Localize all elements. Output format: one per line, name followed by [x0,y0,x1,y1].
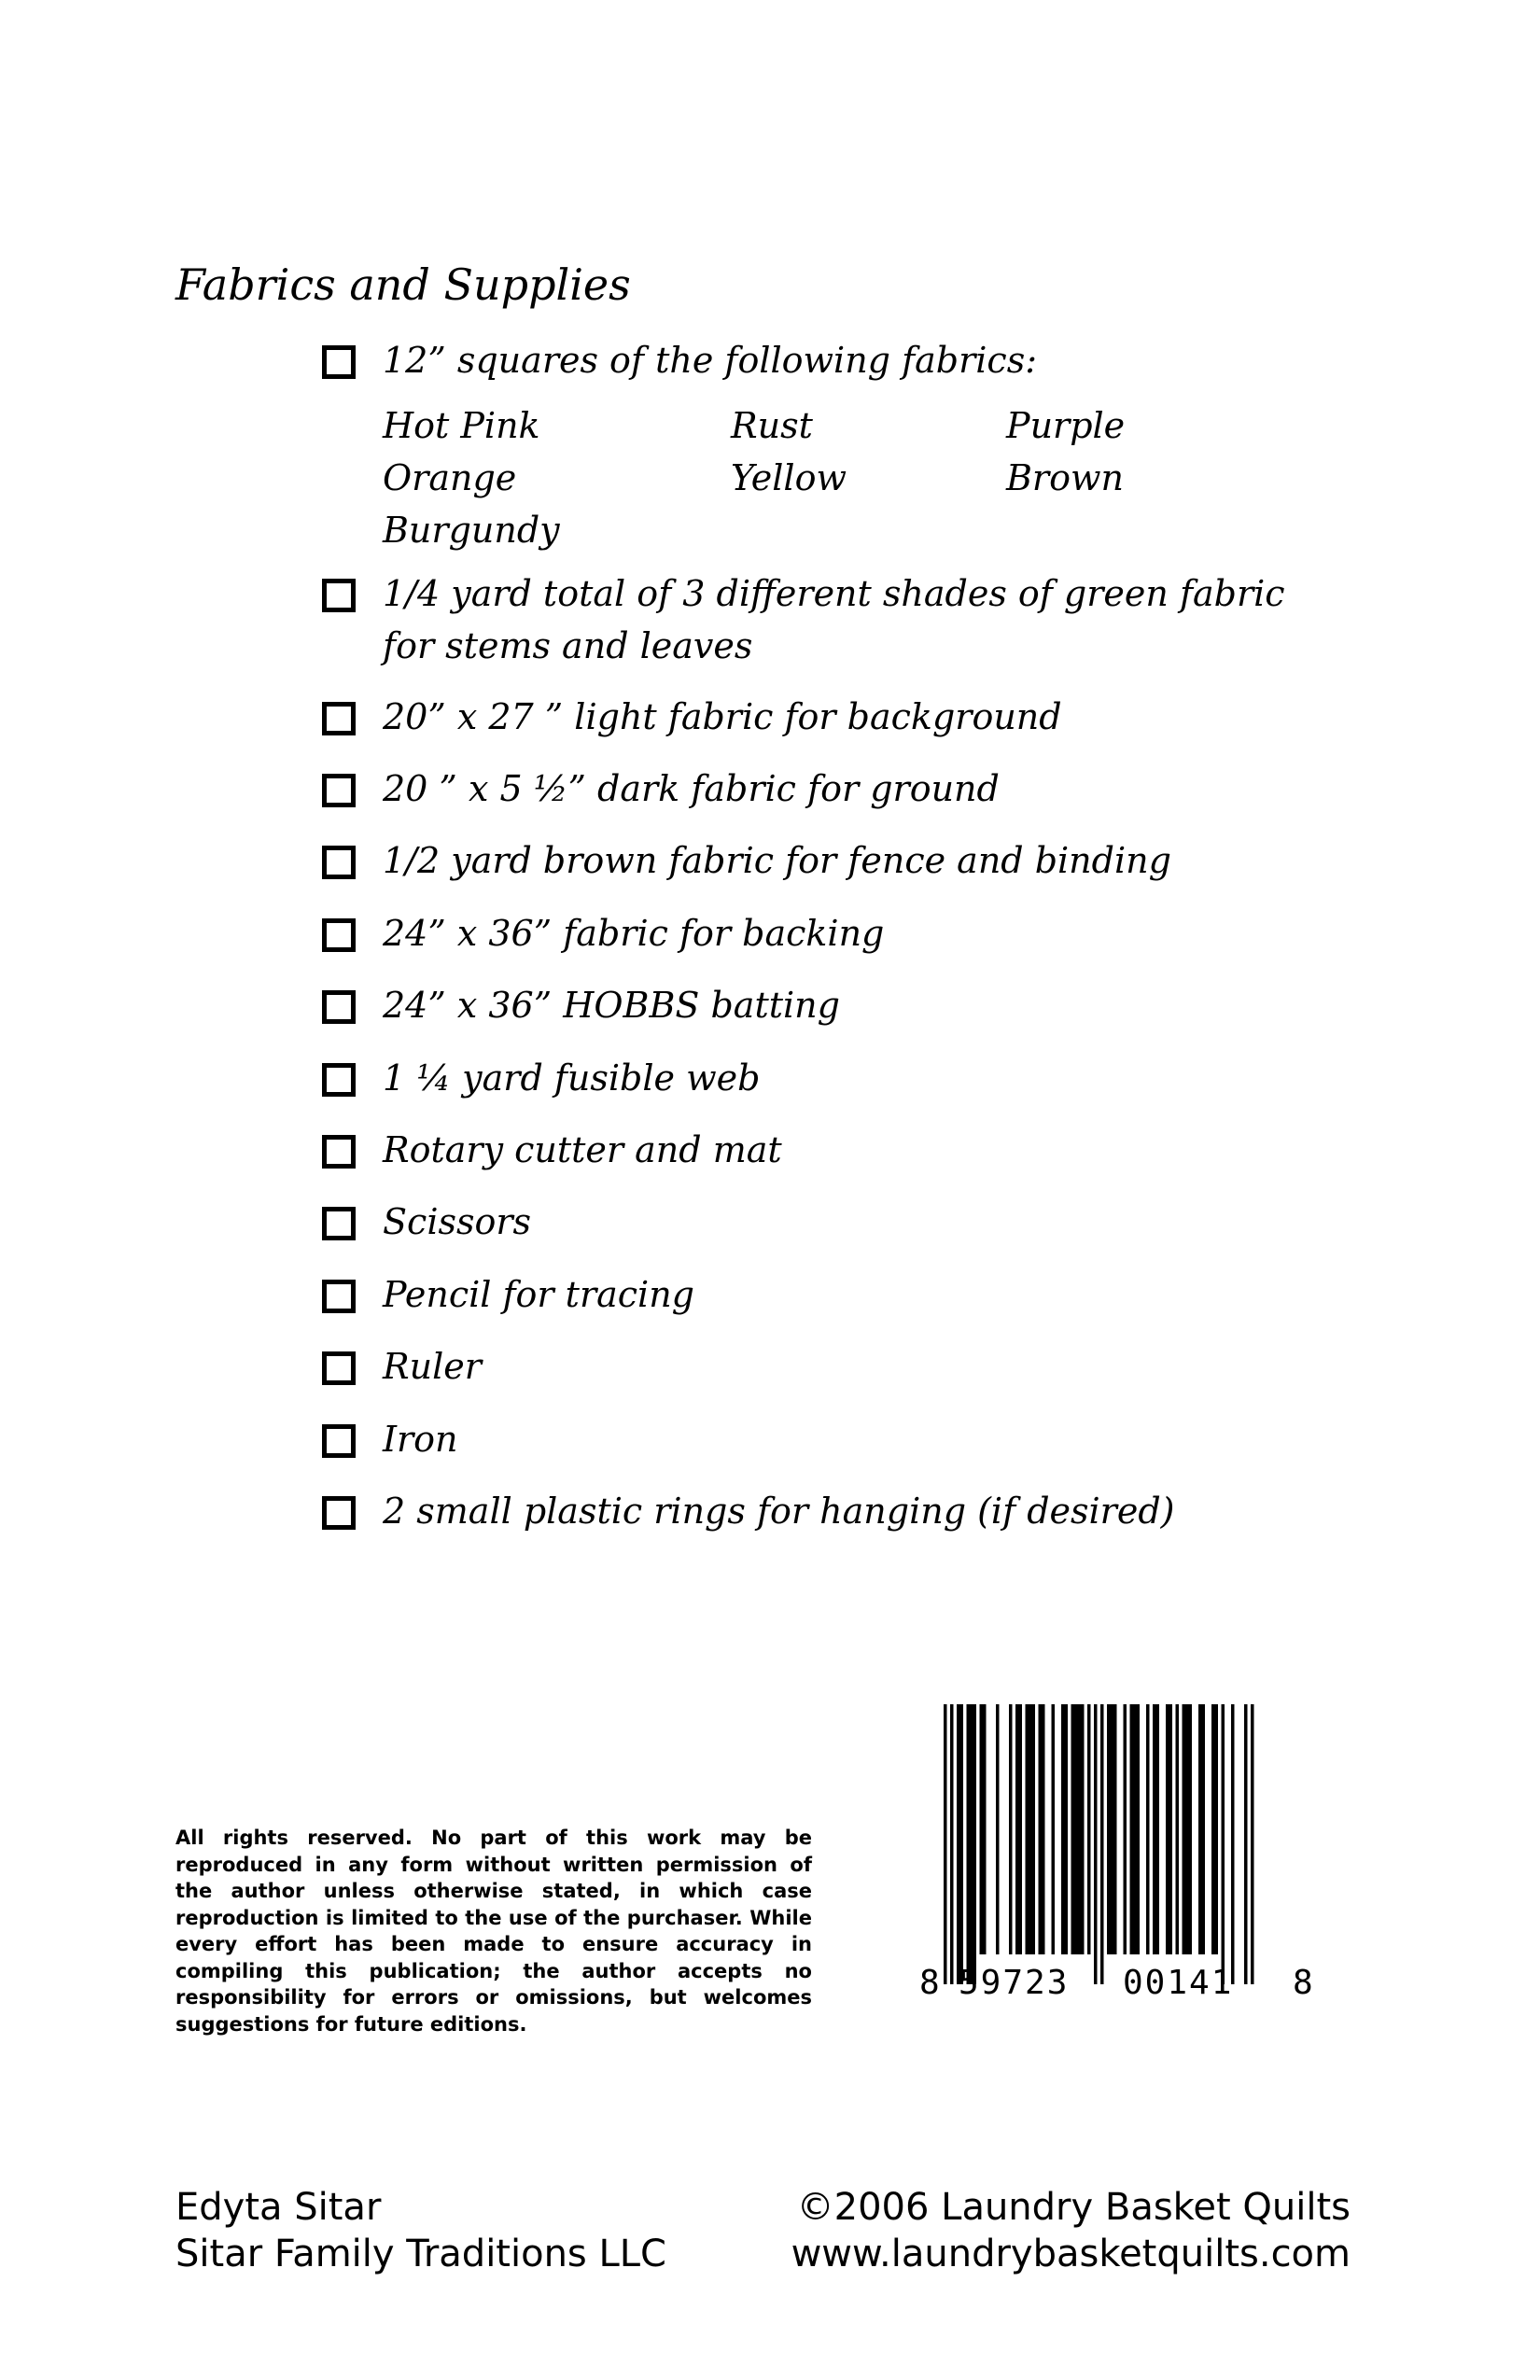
barcode-bar [1107,1704,1111,1954]
checklist-item[interactable] [322,1421,458,1465]
barcode-bar [1071,1704,1075,1954]
barcode-bar [1183,1704,1186,1954]
checklist-item[interactable] [322,1276,694,1321]
barcode [919,1704,1316,2002]
rights-notice: All rights reserved. No part of this work may be reproduced in any form without written permission of the author unless otherwise stated, in which case reproduction is limited to the use of the purchaser. While every effort has been made to ensure accuracy in compiling this publication; the author accepts no responsibility for errors or omissions, but welcomes suggestions for future editions. [175,1827,812,2036]
checklist-item[interactable] [322,770,1000,815]
barcode-bar [1087,1704,1091,1954]
checklist-item-label: 20 ” x 5 ½” dark fabric for ground [383,768,1000,809]
barcode-left-digits: 59723 [959,1964,1070,2002]
checklist-item[interactable] [322,1131,782,1176]
barcode-bar [983,1704,987,1954]
barcode-bar [957,1704,960,1984]
barcode-bar [1042,1704,1045,1954]
barcode-bar [1185,1704,1189,1954]
barcode-bar [960,1704,964,1984]
checklist-item-label: 24” x 36” HOBBS batting [383,985,840,1026]
checklist-item-label: Rotary cutter and mat [383,1129,782,1170]
checklist-item-label: 24” x 36” fabric for backing [383,913,885,954]
checklist-item[interactable] [322,1059,760,1104]
barcode-bar [1202,1704,1206,1954]
fabric-color: Brown [1006,457,1124,498]
barcode-first-digit: 8 [919,1964,940,2002]
barcode-bar [944,1704,947,1984]
barcode-bar [1251,1704,1254,1984]
barcode-bar [1026,1704,1029,1954]
barcode-bar [1100,1704,1104,1984]
checklist-item-label: 20” x 27 ” light fabric for background [383,696,1062,737]
checkbox[interactable] [322,702,356,735]
barcode-bar [1009,1704,1013,1954]
author-name: Edyta Sitar [175,2186,382,2229]
checkbox[interactable] [322,918,356,952]
barcode-bar [1029,1704,1032,1954]
barcode-bar [1222,1704,1225,1984]
checkbox[interactable] [322,990,356,1024]
checkbox[interactable] [322,1135,356,1169]
barcode-bar [1113,1704,1117,1954]
barcode-bar [1169,1704,1173,1954]
barcode-bar [1137,1704,1141,1954]
checklist-item-label: Ruler [383,1346,482,1387]
checklist-item-label: 2 small plastic rings for hanging (if desired) [383,1491,1175,1532]
checkbox[interactable] [322,1280,356,1313]
company-name: Sitar Family Traditions LLC [175,2233,666,2275]
fabric-color: Orange [383,457,517,498]
barcode-bar [1094,1704,1098,1984]
checklist-item[interactable] [322,575,1316,672]
checkbox[interactable] [322,345,356,379]
checklist-item-label: 12” squares of the following fabrics: [383,340,1038,381]
barcode-right-digits: 00141 [1123,1964,1234,2002]
barcode-bar [1130,1704,1134,1954]
checkbox[interactable] [322,1207,356,1240]
barcode-bar [1198,1704,1202,1954]
checklist-item[interactable] [322,1492,1175,1537]
checkbox[interactable] [322,846,356,879]
barcode-bar [967,1704,971,1984]
checkbox[interactable] [322,579,356,612]
checklist-item-label: Pencil for tracing [383,1274,695,1315]
footer-copyright-block [791,2184,1351,2277]
barcode-bar [1244,1704,1248,1984]
checklist-item-label: Scissors [383,1201,532,1242]
barcode-bar [1039,1704,1043,1954]
barcode-bars [919,1704,1316,1990]
fabric-color: Purple [1006,405,1126,446]
barcode-bar [1124,1704,1127,1954]
copyright-notice: ©2006 Laundry Basket Quilts [796,2186,1351,2229]
checklist-item-label: 1/4 yard total of 3 different shades of green fabric for stems and leaves [383,573,1285,666]
checklist-item-label: 1 ¼ yard fusible web [383,1057,761,1099]
barcode-bar [1211,1704,1215,1954]
barcode-bar [1111,1704,1114,1954]
checkbox[interactable] [322,1063,356,1097]
barcode-bar [1166,1704,1169,1954]
barcode-bar [1231,1704,1235,1984]
barcode-bar [1189,1704,1193,1954]
checklist-item[interactable] [322,915,884,959]
barcode-bar [1146,1704,1150,1954]
barcode-bar [1153,1704,1156,1954]
website-link[interactable]: www.laundrybasketquilts.com [791,2233,1351,2275]
barcode-bar [1065,1704,1069,1954]
checklist-item[interactable] [322,842,1171,887]
barcode-bar [973,1704,977,1984]
fabric-color: Yellow [731,457,847,498]
checklist-item[interactable] [322,987,840,1031]
barcode-bar [1078,1704,1082,1954]
checklist-item[interactable] [322,698,1062,743]
barcode-bar [1015,1704,1019,1954]
fabric-color: Burgundy [383,510,560,551]
barcode-bar [1215,1704,1219,1954]
checkbox[interactable] [322,1424,356,1458]
checkbox[interactable] [322,1496,356,1530]
checklist-item[interactable] [322,1203,531,1248]
fabric-color: Hot Pink [383,405,540,446]
barcode-bar [1081,1704,1085,1954]
barcode-bar [996,1704,1000,1954]
barcode-bar [950,1704,954,1984]
barcode-last-digit: 8 [1293,1964,1313,2002]
checklist-item[interactable] [322,1348,482,1393]
barcode-bar [1074,1704,1078,1954]
checkbox[interactable] [322,774,356,807]
barcode-bar [1176,1704,1180,1954]
footer-author-block [175,2184,666,2277]
barcode-bar [1133,1704,1137,1954]
checklist-item-label: 1/2 yard brown fabric for fence and binding [383,840,1171,881]
checklist-item[interactable] [322,342,1037,386]
barcode-bar [1019,1704,1023,1954]
barcode-bar [980,1704,984,1954]
barcode-bar [1032,1704,1036,1954]
barcode-bar [1156,1704,1160,1954]
checklist-item-label: Iron [383,1419,458,1460]
fabric-color: Rust [731,405,813,446]
checkbox[interactable] [322,1351,356,1385]
barcode-bar [970,1704,973,1984]
barcode-bar [1052,1704,1056,1954]
section-title: Fabrics and Supplies [175,259,631,310]
barcode-bar [1061,1704,1065,1954]
